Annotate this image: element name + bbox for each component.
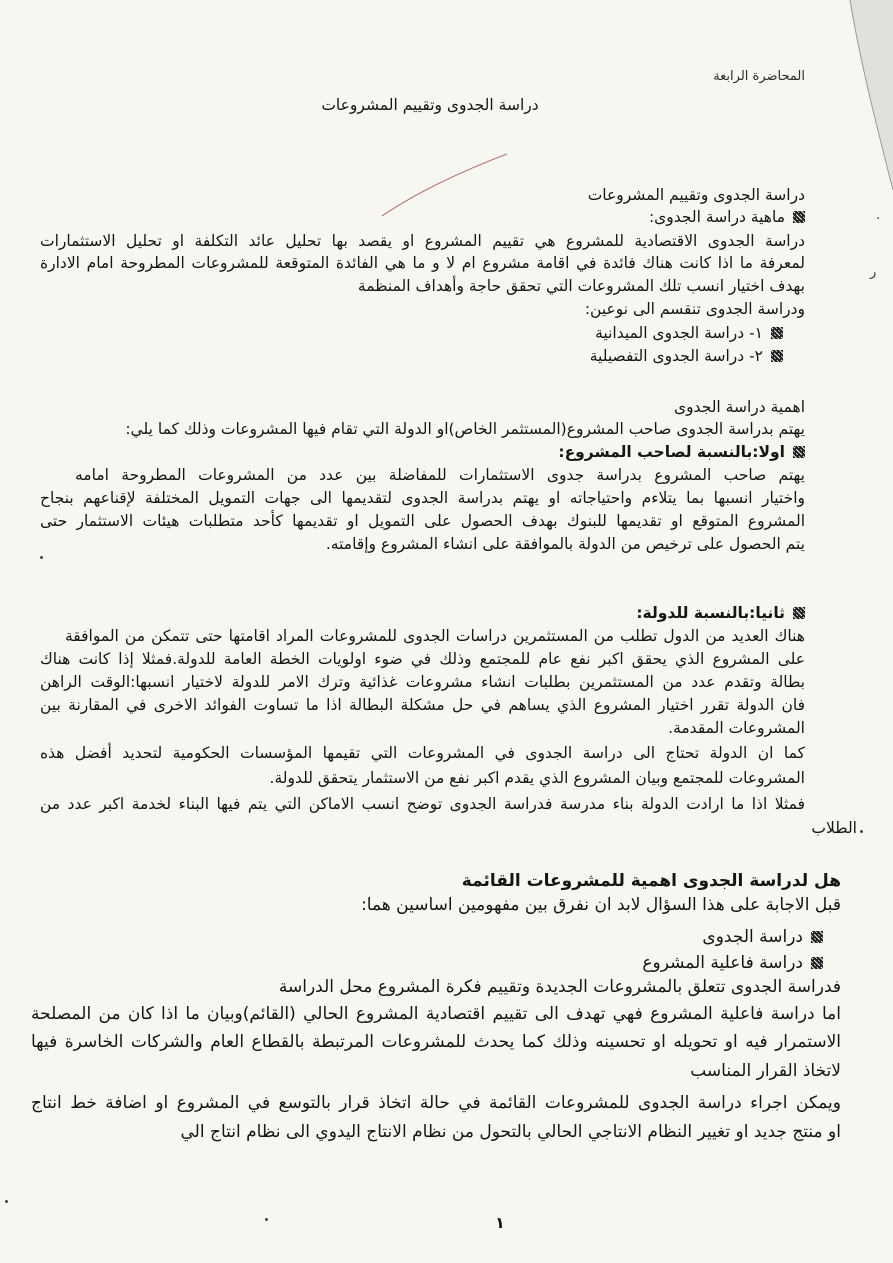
paragraph-line: ويمكن اجراء دراسة الجدوى للمشروعات القائمة في حالة اتخاذ قرار بالتوسع في المشروع او اضافة خط انتاج xyxy=(31,1093,841,1113)
margin-mark: ﺭ xyxy=(870,265,877,280)
list-item xyxy=(383,345,783,367)
paragraph-line: المشروع المتوقع او تقديمها للبنوك بهدف الحصول على التمويل او تقديمها كأحد متطلبات هيئات الاستثمار حتى xyxy=(40,512,805,530)
types-intro: ودراسة الجدوى تنقسم الى نوعين: xyxy=(584,300,805,318)
list-item-text: دراسة الجدوى xyxy=(702,927,803,947)
paragraph-line: فدراسة الجدوى تتعلق بالمشروعات الجديدة وتقييم فكرة المشروع محل الدراسة xyxy=(278,977,841,997)
section-subheading xyxy=(405,441,805,463)
section-heading: اهمية دراسة الجدوى xyxy=(673,398,805,416)
section-subheading xyxy=(405,602,805,624)
bullet-icon xyxy=(771,327,783,339)
paragraph-line: اما دراسة فاعلية المشروع فهي تهدف الى تقييم اقتصادية المشروع الحالي (القائم)وبيان ما اذا كان من المصلحة xyxy=(31,1004,841,1024)
paragraph-line: هناك العديد من الدول تطلب من المستثمرين دراسات الجدوى للمشروعات المراد اقامتها حتى تتمكن من الموافقة xyxy=(65,627,805,645)
page-number: ١ xyxy=(495,1214,505,1232)
bullet-icon xyxy=(793,211,805,223)
paragraph-line: او منتج جديد او تغيير النظام الانتاجي الحالي بالتحول من نظام الانتاج اليدوي الى نظام انتاج الي xyxy=(180,1122,841,1142)
speck xyxy=(265,1218,268,1221)
paragraph-line: بطالة وتقدم عدد من المستثمرين بطلبات انشاء مشروعات غذائية وترك الامر للدولة لاختيار انسبها:الوقت الراهن xyxy=(40,673,805,691)
bullet-icon xyxy=(793,446,805,458)
paragraph-line: فمثلا اذا ما ارادت الدولة بناء مدرسة فدراسة الجدوى توضح انسب الاماكن التي يتم فيها البناء لخدمة اكبر عدد من xyxy=(40,795,805,813)
paragraph-line: المشروعات المقدمة. xyxy=(668,719,805,737)
paragraph-line: فان الدولة تقرر اختيار المشروع الذي يساهم في حل مشكلة البطالة اذا ما تساوت الفوائد الاخرى في المقارنة بين xyxy=(40,696,805,714)
paragraph-line: كما ان الدولة تحتاج الى دراسة الجدوى في المشروعات التي تقيمها المؤسسات الحكومية لتحديد أفضل هذه xyxy=(40,744,805,762)
bullet-icon xyxy=(771,350,783,362)
list-item-text: دراسة فاعلية المشروع xyxy=(642,953,803,973)
paragraph-line: يهتم صاحب المشروع بدراسة جدوى الاستثمارات للمفاضلة بين عدد من المشروعات المطروحة امامه xyxy=(75,466,805,484)
paragraph-line: الاستمرار فيه او تحويله او تحسينه وذلك كما يحدث للمشروعات المرتبطة بالقطاع العام والشركات الخاسرة فيها xyxy=(31,1032,841,1052)
paragraph-line: يتم الحصول على ترخيص من الدولة بالموافقة على انشاء المشروع وإقامته. xyxy=(325,535,805,553)
paragraph-line: واختيار انسبها بما يتلاءم واحتياجاته او يهتم بدراسة الجدوى لتقديمها الى جهات التمويل المختلفة لإقناعهم بنجاح xyxy=(40,489,805,507)
paragraph-line: دراسة الجدوى الاقتصادية للمشروع هي تقييم المشروع او يقصد بها تحليل عائد التكلفة او تحليل الاستثمارات xyxy=(40,232,805,250)
speck xyxy=(40,556,43,559)
paragraph-line: الطلاب xyxy=(811,819,857,837)
list-item xyxy=(423,952,823,974)
bullet-icon xyxy=(793,607,805,619)
subheading-text: ماهية دراسة الجدوى: xyxy=(648,208,785,226)
bullet-icon xyxy=(811,957,823,969)
paragraph-line: المشروعات للمجتمع وبيان المشروع الذي يقدم اكبر نفع من الاستثمار يتحقق للدولة. xyxy=(269,769,805,787)
paragraph-line: لاتخاذ القرار المناسب xyxy=(690,1061,841,1081)
paragraph-line: على المشروع الذي يحقق اكبر نفع عام للمجتمع وذلك في ضوء اولويات الخطة العامة للدولة.فمثلا إذا كانت هناك xyxy=(40,650,805,668)
list-item xyxy=(383,322,783,344)
lecture-label: المحاضرة الرابعة xyxy=(713,69,805,84)
subheading-text: اولا:بالنسبة لصاحب المشروع: xyxy=(558,443,785,461)
page-title: دراسة الجدوى وتقييم المشروعات xyxy=(321,96,539,114)
section-subheading xyxy=(405,206,805,228)
list-item xyxy=(423,926,823,948)
margin-mark: · xyxy=(876,212,881,227)
section-heading: دراسة الجدوى وتقييم المشروعات xyxy=(587,186,805,204)
paragraph-line: يهتم بدراسة الجدوى صاحب المشروع(المستثمر الخاص)او الدولة التي تقام فيها المشروعات وذلك كما يلي: xyxy=(125,420,805,438)
subheading-text: ثانيا:بالنسبة للدولة: xyxy=(636,604,785,622)
page-edge-shadow xyxy=(840,0,893,200)
list-item-text: ١- دراسة الجدوى الميدانية xyxy=(595,324,763,342)
speck xyxy=(5,1200,8,1203)
bullet-icon xyxy=(811,931,823,943)
paragraph-line: قبل الاجابة على هذا السؤال لابد ان نفرق بين مفهومين اساسين هما: xyxy=(361,895,841,915)
section-heading: هل لدراسة الجدوى اهمية للمشروعات القائمة xyxy=(461,871,841,891)
list-item-text: ٢- دراسة الجدوى التفصيلية xyxy=(589,347,763,365)
paragraph-line: بهدف اختيار انسب تلك المشروعات التي تحقق حاجة وأهداف المنظمة xyxy=(357,277,805,295)
paragraph-line: لمعرفة ما اذا كانت هناك فائدة في اقامة مشروع ام لا و ما هي الفائدة المتوقعة للمشروعات المطروحة امام الادارة xyxy=(40,254,805,272)
speck xyxy=(860,830,863,833)
